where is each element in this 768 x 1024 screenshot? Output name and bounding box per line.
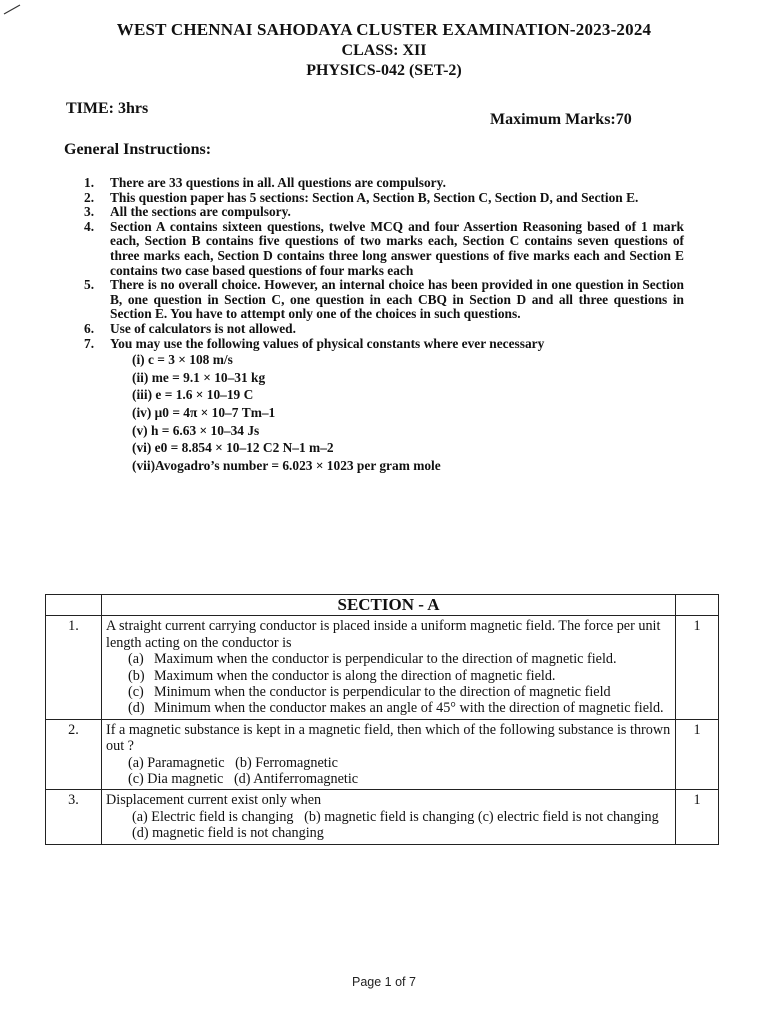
instruction-item: 4. Section A contains sixteen questions, twelve MCQ and four Assertion Reasoning based of 1 mark each, Section B contains five questions of two marks each, Section C contains seven questions of three marks each, Section D contains three long answer questions of five marks each and Section E contains two case based questions of four marks each [84,218,684,278]
constant-item: (i) c = 3 × 108 m/s [132,352,233,368]
constant-item: (iv) μ0 = 4π × 10–7 Tm–1 [132,404,276,420]
question-number: 2. [46,719,102,790]
instruction-item: 5. There is no overall choice. However, an internal choice has been provided in one question in Section B, one question in Section C, one question in each CBQ in Section D and all three questions in Section E. You have to attempt only one of the choices in such questions. [84,277,684,322]
constant-item: (v) h = 6.63 × 10–34 Js [132,422,260,438]
question-cell [102,719,676,790]
general-instructions-title: General Instructions: [64,141,212,158]
option-item: (d) Minimum when the conductor makes an angle of 45° with the direction of magnetic field. [128,700,664,717]
question-text: If a magnetic substance is kept in a magnetic field, then which of the following substance is thrown out ? [106,721,671,755]
question-marks: 1 [676,790,719,844]
constants-list [132,351,684,474]
instruction-item: 2. This question paper has 5 sections: Section A, Section B, Section C, Section D, and Section E. [84,189,639,205]
questions-table [45,594,719,845]
instruction-item: 6. Use of calculators is not allowed. [84,320,296,336]
table-row [46,719,719,790]
question-number: 1. [46,616,102,719]
instruction-item: 3. All the sections are compulsory. [84,204,291,220]
constant-item: (vi) e0 = 8.854 × 10–12 C2 N–1 m–2 [132,440,334,456]
time-label: TIME: 3hrs [66,100,149,117]
class-line: CLASS: XII [341,42,427,59]
subject-line: PHYSICS-042 (SET-2) [306,62,462,79]
option-line: (a) Electric field is changing (b) magnetic field is changing (c) electric field is not changing (d) magnetic field is not changing [132,808,663,842]
section-header-row [46,595,719,616]
table-row [46,790,719,844]
max-marks-label: Maximum Marks:70 [490,111,632,128]
option-item: (c) Minimum when the conductor is perpendicular to the direction of magnetic field [128,684,611,701]
exam-title: WEST CHENNAI SAHODAYA CLUSTER EXAMINATION-2023-2024 [116,20,652,39]
option-item: (b) Maximum when the conductor is along the direction of magnetic field. [128,667,556,684]
pen-stroke-mark [2,2,24,16]
question-marks: 1 [676,719,719,790]
page-footer: Page 1 of 7 [352,975,416,989]
question-marks: 1 [676,616,719,719]
question-number: 3. [46,790,102,844]
question-text: Displacement current exist only when [106,792,322,809]
instruction-item: 7. You may use the following values of physical constants where ever necessary [84,335,545,351]
constant-item: (ii) me = 9.1 × 10–31 kg [132,369,266,385]
instructions-list [84,176,684,474]
constant-item: (iii) e = 1.6 × 10–19 C [132,387,254,403]
question-text: A straight current carrying conductor is placed inside a uniform magnetic field. The force per unit length acting on the conductor is [106,618,661,651]
section-title: SECTION - A [102,595,676,616]
table-row [46,616,719,719]
constant-item: (vii)Avogadro’s number = 6.023 × 1023 per gram mole [132,457,441,473]
question-cell [102,616,676,719]
option-item: (a) Maximum when the conductor is perpendicular to the direction of magnetic field. [128,651,617,668]
option-line: (a) Paramagnetic (b) Ferromagnetic [128,754,338,771]
instruction-item: 1. There are 33 questions in all. All questions are compulsory. [84,175,446,190]
option-line: (c) Dia magnetic (d) Antiferromagnetic [128,771,359,788]
question-cell [102,790,676,844]
